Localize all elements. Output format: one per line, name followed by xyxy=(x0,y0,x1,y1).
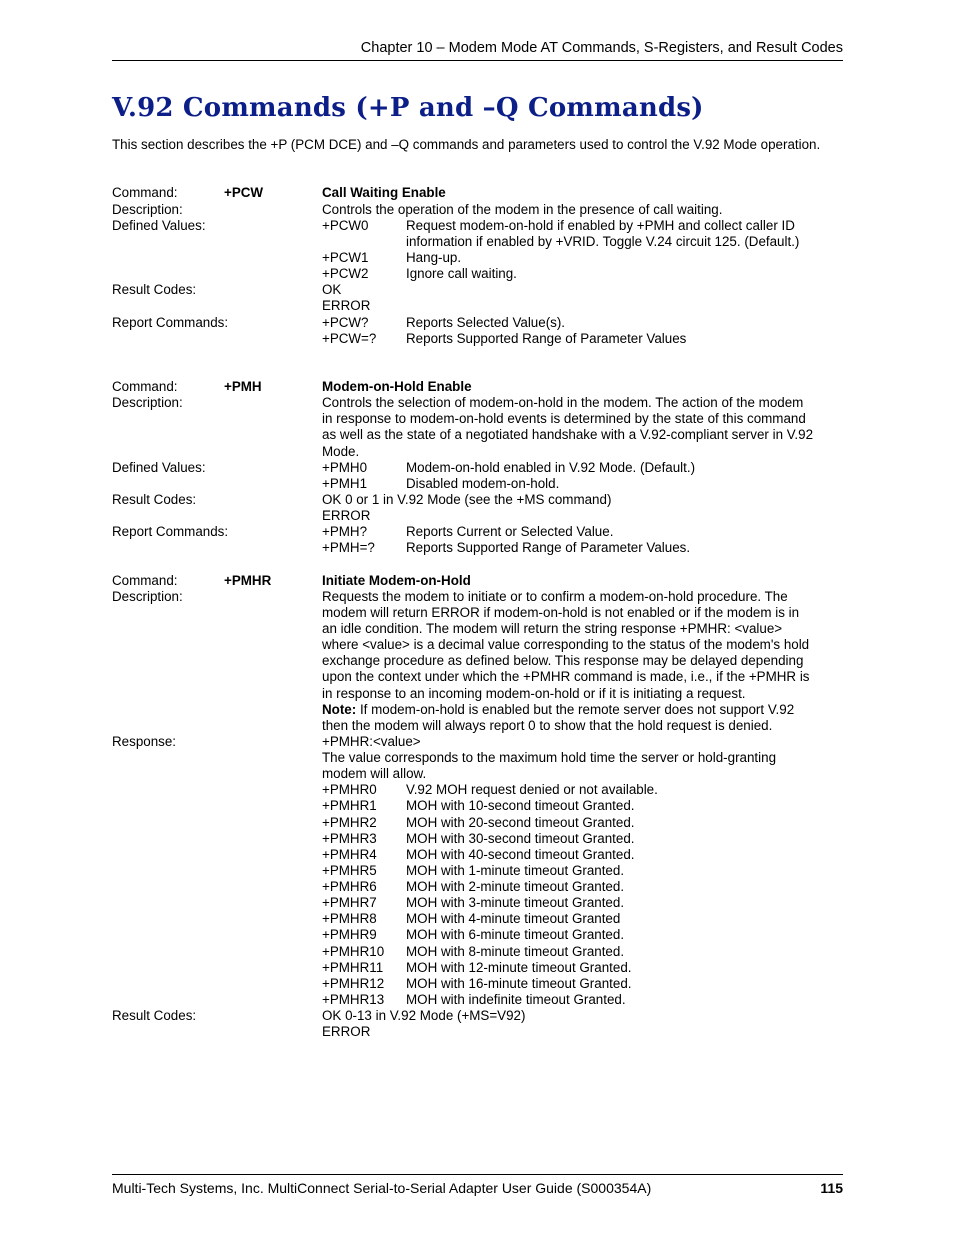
value-code: +PMHR2 xyxy=(322,815,377,830)
report-code: +PMH? xyxy=(322,524,368,539)
note-line xyxy=(322,702,794,718)
value-text: MOH with 10-second timeout Granted. xyxy=(406,798,635,813)
value-code: +PMHR11 xyxy=(322,960,384,975)
command-name: Initiate Modem-on-Hold xyxy=(322,573,471,588)
report-text: Reports Selected Value(s). xyxy=(406,315,566,330)
value-code: +PMHR5 xyxy=(322,863,377,878)
value-text: MOH with 1-minute timeout Granted. xyxy=(406,863,625,878)
value-text: Ignore call waiting. xyxy=(406,266,517,281)
value-text: MOH with indefinite timeout Granted. xyxy=(406,992,626,1007)
report-code: +PCW? xyxy=(322,315,369,330)
command-code: +PMH xyxy=(224,379,262,394)
description-line: where <value> is a decimal value corresponding to the status of the modem's hold xyxy=(322,637,810,652)
description-label: Description: xyxy=(112,202,183,217)
result-code: OK 0 or 1 in V.92 Mode (see the +MS command) xyxy=(322,492,612,507)
value-code: +PCW1 xyxy=(322,250,369,265)
response-label: Response: xyxy=(112,734,177,749)
response-description: The value corresponds to the maximum hold time the server or hold-granting xyxy=(322,750,777,765)
description-label: Description: xyxy=(112,589,183,604)
value-code: +PMHR13 xyxy=(322,992,385,1007)
value-code: +PMH0 xyxy=(322,460,368,475)
description-line: exchange procedure as defined below. This response may be delayed depending xyxy=(322,653,804,668)
value-text: MOH with 16-minute timeout Granted. xyxy=(406,976,632,991)
value-code: +PMHR12 xyxy=(322,976,385,991)
value-text: Hang-up. xyxy=(406,250,462,265)
description-text: Controls the operation of the modem in the presence of call waiting. xyxy=(322,202,723,217)
description-line: modem will return ERROR if modem-on-hold is not enabled or if the modem is in xyxy=(322,605,800,620)
description-line: in response to an incoming modem-on-hold or if it is initiating a request. xyxy=(322,686,746,701)
description-line: an idle condition. The modem will return the string response +PMHR: <value> xyxy=(322,621,783,636)
response-format: +PMHR:<value> xyxy=(322,734,421,749)
report-commands-label: Report Commands: xyxy=(112,524,229,539)
value-code: +PCW2 xyxy=(322,266,369,281)
value-text: Modem-on-hold enabled in V.92 Mode. (Default.) xyxy=(406,460,696,475)
value-code: +PMHR1 xyxy=(322,798,377,813)
description-line: Requests the modem to initiate or to confirm a modem-on-hold procedure. The xyxy=(322,589,788,604)
value-code: +PMHR0 xyxy=(322,782,377,797)
command-code: +PCW xyxy=(224,185,264,200)
command-code: +PMHR xyxy=(224,573,272,588)
result-code: ERROR xyxy=(322,1024,371,1039)
page-number: 115 xyxy=(820,1180,843,1196)
value-code: +PMHR10 xyxy=(322,944,385,959)
report-text: Reports Supported Range of Parameter Values. xyxy=(406,540,691,555)
note-label: Note: xyxy=(322,702,357,717)
result-code: ERROR xyxy=(322,508,371,523)
value-text: MOH with 30-second timeout Granted. xyxy=(406,831,635,846)
note-text: If modem-on-hold is enabled but the remote server does not support V.92 xyxy=(356,702,795,717)
report-text: Reports Supported Range of Parameter Values xyxy=(406,331,687,346)
value-text: MOH with 20-second timeout Granted. xyxy=(406,815,635,830)
description-line: Controls the selection of modem-on-hold in the modem. The action of the modem xyxy=(322,395,804,410)
value-text: MOH with 3-minute timeout Granted. xyxy=(406,895,625,910)
result-codes-label: Result Codes: xyxy=(112,492,197,507)
command-label: Command: xyxy=(112,379,178,394)
response-description: modem will allow. xyxy=(322,766,427,781)
value-text: MOH with 12-minute timeout Granted. xyxy=(406,960,632,975)
value-code: +PMH1 xyxy=(322,476,368,491)
section-title: V.92 Commands (+P and –Q Commands) xyxy=(112,93,704,123)
value-text: MOH with 4-minute timeout Granted xyxy=(406,911,621,926)
command-label: Command: xyxy=(112,185,178,200)
value-code: +PMHR9 xyxy=(322,927,377,942)
report-code: +PMH=? xyxy=(322,540,375,555)
description-line: Mode. xyxy=(322,444,360,459)
value-text: MOH with 6-minute timeout Granted. xyxy=(406,927,625,942)
result-code: OK xyxy=(322,282,342,297)
description-line: in response to modem-on-hold events is determined by the state of this command xyxy=(322,411,806,426)
result-code: ERROR xyxy=(322,298,371,313)
value-text: MOH with 40-second timeout Granted. xyxy=(406,847,635,862)
defined-values-label: Defined Values: xyxy=(112,460,206,475)
value-code: +PMHR8 xyxy=(322,911,377,926)
report-commands-label: Report Commands: xyxy=(112,315,229,330)
value-code: +PCW0 xyxy=(322,218,369,233)
result-code: OK 0-13 in V.92 Mode (+MS=V92) xyxy=(322,1008,526,1023)
description-label: Description: xyxy=(112,395,183,410)
chapter-title: Chapter 10 – Modem Mode AT Commands, S-Registers, and Result Codes xyxy=(360,40,843,56)
report-code: +PCW=? xyxy=(322,331,377,346)
value-text: information if enabled by +VRID. Toggle V.24 circuit 125. (Default.) xyxy=(406,234,800,249)
footer-publication: Multi-Tech Systems, Inc. MultiConnect Serial-to-Serial Adapter User Guide (S000354A) xyxy=(112,1180,652,1196)
report-text: Reports Current or Selected Value. xyxy=(406,524,614,539)
value-text: Disabled modem-on-hold. xyxy=(406,476,560,491)
value-text: Request modem-on-hold if enabled by +PMH and collect caller ID xyxy=(406,218,795,233)
description-line: upon the context under which the +PMHR command is made, i.e., if the +PMHR is xyxy=(322,669,810,684)
result-codes-label: Result Codes: xyxy=(112,282,197,297)
command-name: Call Waiting Enable xyxy=(322,185,446,200)
page-footer xyxy=(112,1174,843,1196)
value-text: MOH with 8-minute timeout Granted. xyxy=(406,944,625,959)
value-text: MOH with 2-minute timeout Granted. xyxy=(406,879,625,894)
page-header xyxy=(112,38,843,61)
command-name: Modem-on-Hold Enable xyxy=(322,379,472,394)
value-text: V.92 MOH request denied or not available. xyxy=(406,782,658,797)
value-code: +PMHR4 xyxy=(322,847,377,862)
description-line: as well as the state of a negotiated handshake with a V.92-compliant server in V.92 xyxy=(322,427,814,442)
note-line: then the modem will always report 0 to show that the hold request is denied. xyxy=(322,718,773,733)
value-code: +PMHR7 xyxy=(322,895,377,910)
command-label: Command: xyxy=(112,573,178,588)
value-code: +PMHR6 xyxy=(322,879,377,894)
defined-values-label: Defined Values: xyxy=(112,218,206,233)
result-codes-label: Result Codes: xyxy=(112,1008,197,1023)
intro-paragraph: This section describes the +P (PCM DCE) and –Q commands and parameters used to control the V.92 Mode operation. xyxy=(112,137,821,152)
value-code: +PMHR3 xyxy=(322,831,377,846)
